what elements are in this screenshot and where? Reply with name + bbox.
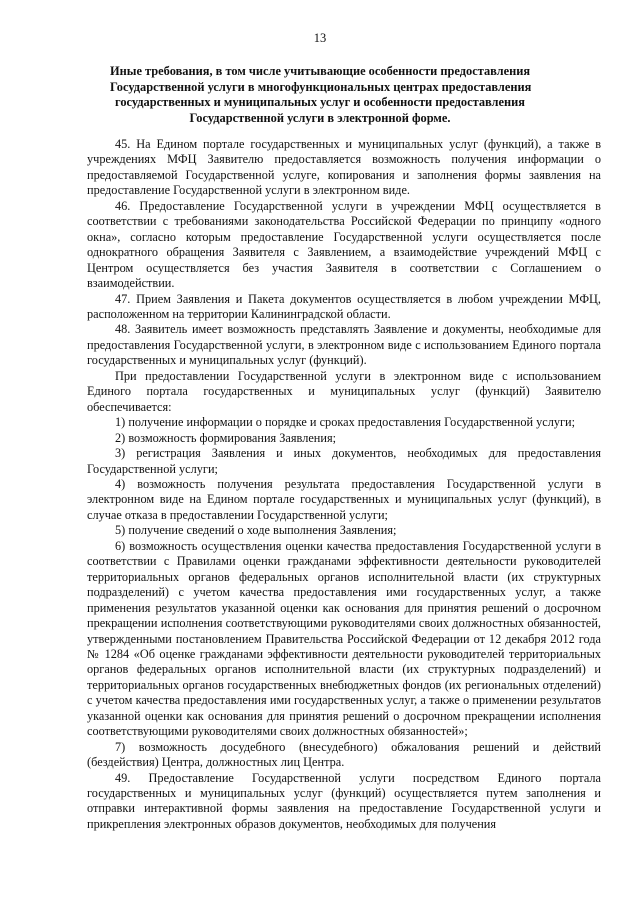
section-heading (110, 64, 530, 126)
document-body (87, 137, 601, 832)
list-item-2: 2) возможность формирования Заявления; (115, 430, 337, 445)
heading-line: Государственной услуги в электронной форме. (189, 110, 451, 125)
heading-line: Иные требования, в том числе учитывающие особенности предоставления (110, 64, 531, 78)
list-item-1: 1) получение информации о порядке и сроках предоставления Государственной услуги; (115, 415, 576, 430)
paragraph-47: 47. Прием Заявления и Пакета документов осуществляется в любом учреждении МФЦ, расположенном на территории Калининградской области. (87, 291, 601, 321)
paragraph-45: 45. На Едином портале государственных и муниципальных услуг (функций), а также в учреждениях МФЦ Заявителю предоставляется возможность получения информации о предоставляемой Государственной услуге, копирования и заполнения формы заявления на предоставление Государственной услуги в электронном виде. (87, 137, 601, 198)
page-number: 13 (313, 31, 327, 45)
paragraph-48: 48. Заявитель имеет возможность представлять Заявление и документы, необходимые для предоставления Государственной услуги, в электронном виде с использованием Единого портала государственных и муниципальных услуг (функций). (87, 322, 601, 368)
paragraph-46: 46. Предоставление Государственной услуги в учреждении МФЦ осуществляется в соответствии с требованиями законодательства Российской Федерации по принципу «одного окна», согласно которым предоставление Государственной услуги осуществляется после однократного обращения Заявителя с Заявлением, а взаимодействие учреждений МФЦ с Центром осуществляется без участия Заявителя в соответствии с Соглашением о взаимодействии. (87, 198, 601, 291)
paragraph-intro: При предоставлении Государственной услуги в электронном виде с использованием Единого портала государственных и муниципальных услуг (функций) Заявителю обеспечивается: (87, 368, 601, 414)
list-item-5: 5) получение сведений о ходе выполнения Заявления; (115, 523, 397, 538)
list-item-3: 3) регистрация Заявления и иных документов, необходимых для предоставления Государственной услуги; (87, 446, 601, 476)
list-item-7: 7) возможность досудебного (внесудебного) обжалования решений и действий (бездействия) Центра, должностных лиц Центра. (87, 739, 601, 770)
list-item-4: 4) возможность получения результата предоставления Государственной услуги в электронном виде на Едином портале государственных и муниципальных услуг (функций), в случае отказа в предоставлении Государственной услуги; (87, 476, 601, 522)
heading-line: Государственной услуги в многофункциональных центрах предоставления (110, 79, 532, 94)
list-item-6: 6) возможность осуществления оценки качества предоставления Государственной услуги в соответствии с Правилами оценки гражданами эффективности деятельности руководителей территориальных органов федеральных органов исполнительной власти (их структурных подразделений) с учетом качества предоставления ими государственных услуг, а также применения результатов указанной оценки как основания для принятия решений о досрочном прекращении исполнения соответствующими руководителями своих должностных обязанностей, утвержденными постановлением Правительства Российской Федерации от 12 декабря 2012 года № 1284 «Об оценке гражданами эффективности деятельности руководителей территориальных органов федеральных органов исполнительной власти (их структурных подразделений) и территориальных органов государственных внебюджетных фондов (их региональных отделений) с учетом качества предоставления ими государственных услуг, а также о применении результатов указанной оценки как основания для принятия решений о досрочном прекращении исполнения соответствующими руководителями своих должностных обязанностей»; (87, 538, 601, 739)
paragraph-49: 49. Предоставление Государственной услуги посредством Единого портала государственных и муниципальных услуг (функций) осуществляется путем заполнения и отправки интерактивной формы заявления на предоставление Государственной услуги и прикрепления электронных образов документов, необходимых для получения (87, 770, 601, 831)
heading-line: государственных и муниципальных услуг и особенности предоставления (115, 95, 525, 110)
